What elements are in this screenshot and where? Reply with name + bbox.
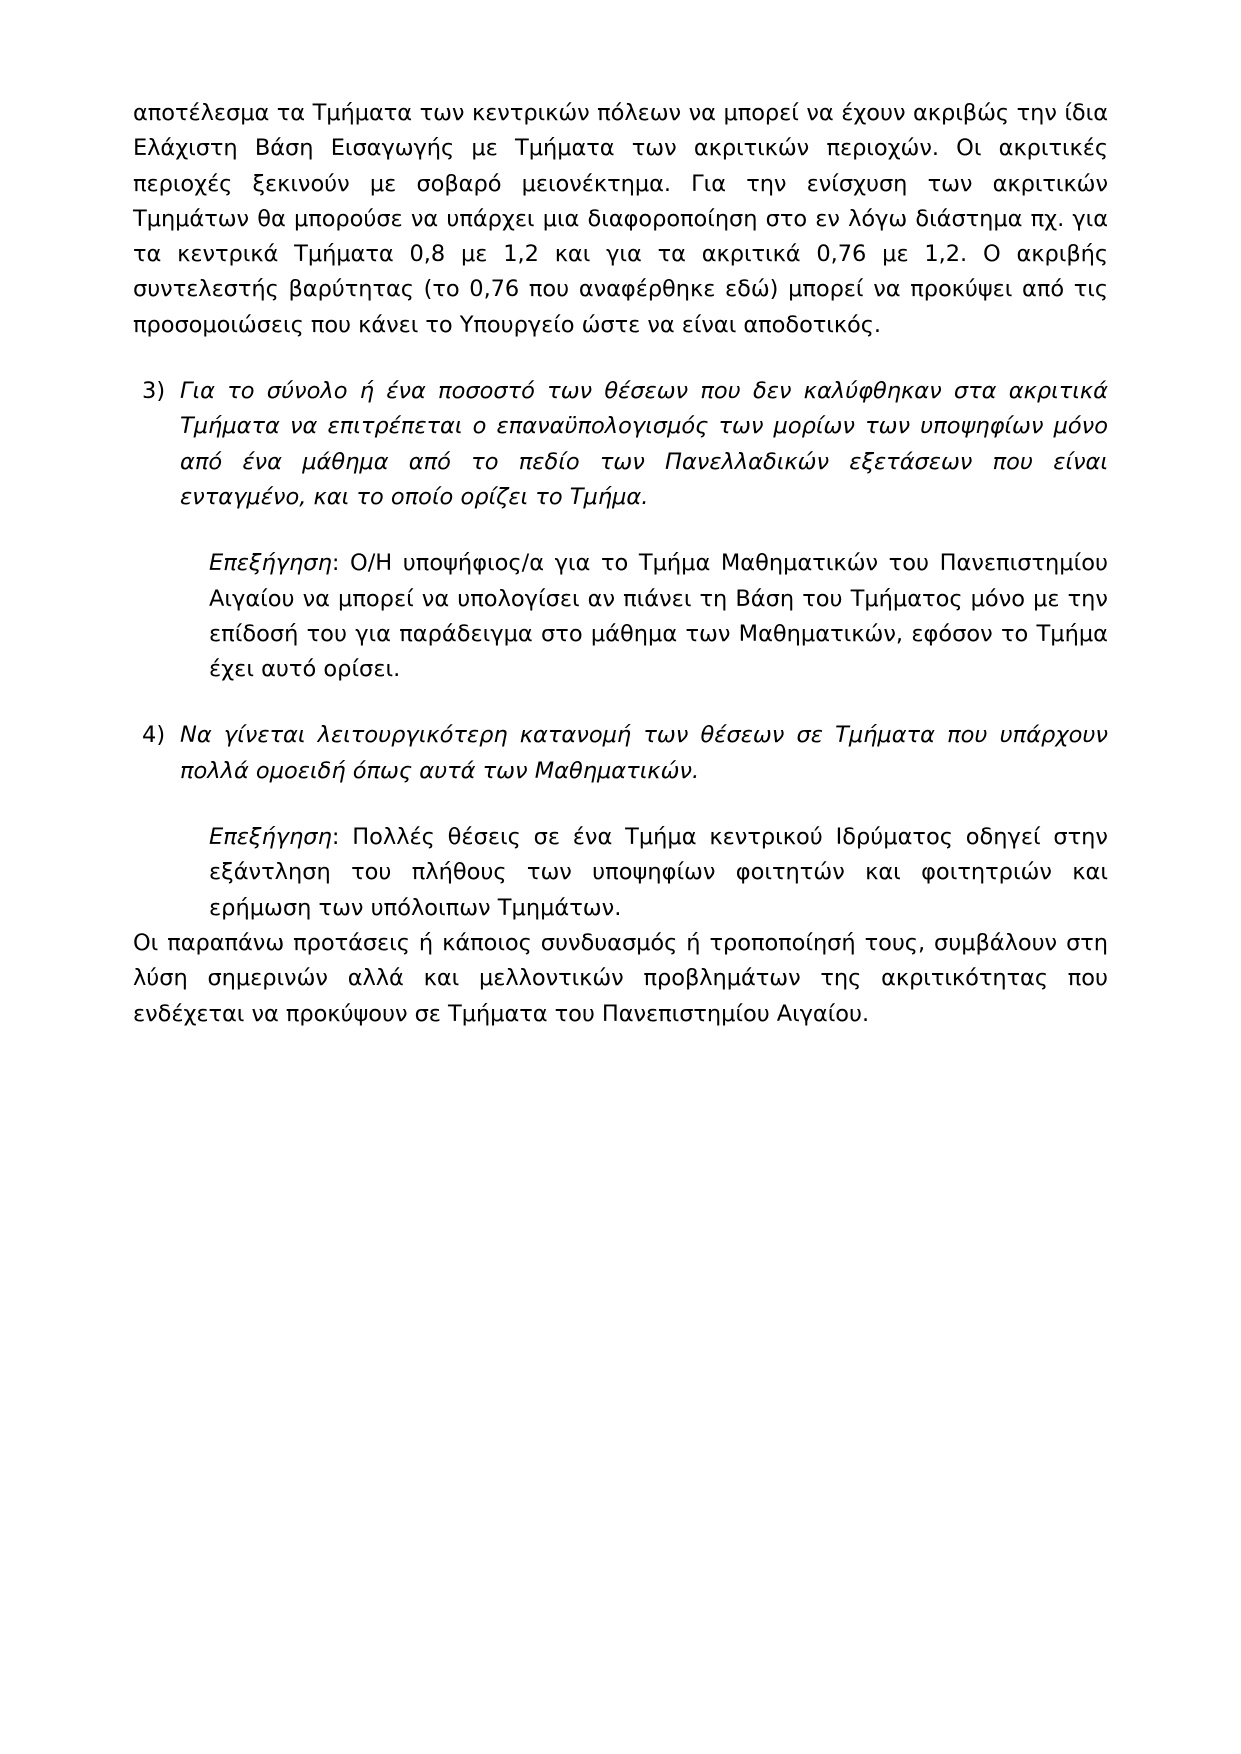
list-marker-3: 3) <box>142 378 166 405</box>
list-item <box>133 374 1108 515</box>
explanation-separator-3: : <box>331 550 350 577</box>
list-item-body-3: Για το σύνολο ή ένα ποσοστό των θέσεων που δεν καλύφθηκαν στα ακριτικά Τμήματα να επιτρέπεται ο επαναϋπολογισμός των μορίων των υποψηφίων μόνο από ένα μάθημα από το πεδίο των Πανελλαδικών εξετάσεων που είναι ενταγμένο, και το οποίο ορίζει το Τμήμα. <box>180 378 1108 510</box>
list-item-body-4: Να γίνεται λειτουργικότερη κατανομή των θέσεων σε Τμήματα που υπάρχουν πολλά ομοειδή όπως αυτά των Μαθηματικών. <box>180 722 1108 784</box>
list-marker-4: 4) <box>142 722 166 749</box>
explanation-separator-4: : <box>331 824 353 851</box>
list-item <box>133 718 1108 789</box>
paragraph-closing: Οι παραπάνω προτάσεις ή κάποιος συνδυασμός ή τροποποίησή τους, συμβάλουν στη λύση σημερινών αλλά και μελλοντικών προβλημάτων της ακριτικότητας που ενδέχεται να προκύψουν σε Τμήματα του Πανεπιστημίου Αιγαίου. <box>133 929 1108 1027</box>
explanation-text-3: Ο/Η υποψήφιος/α για το Τμήμα Μαθηματικών του Πανεπιστημίου Αιγαίου να μπορεί να υπολογίσει αν πιάνει τη Βάση του Τμήματος μόνο με την επίδοσή του για παράδειγμα στο μάθημα των Μαθηματικών, εφόσον το Τμήμα έχει αυτό ορίσει. <box>209 550 1108 683</box>
explanation-block-4 <box>209 820 1108 926</box>
document-content <box>133 96 1108 1032</box>
explanation-text-4: Πολλές θέσεις σε ένα Τμήμα κεντρικού Ιδρύματος οδηγεί στην εξάντληση του πλήθους των υποψηφίων φοιτητών και φοιτητριών και ερήμωση των υπόλοιπων Τμημάτων. <box>209 824 1108 921</box>
explanation-block-3 <box>209 546 1108 687</box>
explanation-label-4: Επεξήγηση <box>209 824 332 851</box>
paragraph-intro-continuation: αποτέλεσμα τα Τμήματα των κεντρικών πόλεων να μπορεί να έχουν ακριβώς την ίδια Ελάχιστη Βάση Εισαγωγής με Τμήματα των ακριτικών περιοχών. Οι ακριτικές περιοχές ξεκινούν με σοβαρό μειονέκτημα. Για την ενίσχυση των ακριτικών Τμημάτων θα μπορούσε να υπάρχει μια διαφοροποίηση στο εν λόγω διάστημα πχ. για τα κεντρικά Τμήματα 0,8 με 1,2 και για τα ακριτικά 0,76 με 1,2. Ο ακριβής συντελεστής βαρύτητας (το 0,76 που αναφέρθηκε εδώ) μπορεί να προκύψει από τις προσομοιώσεις που κάνει το Υπουργείο ώστε να είναι αποδοτικός. <box>133 100 1108 338</box>
explanation-label-3: Επεξήγηση <box>209 550 332 577</box>
